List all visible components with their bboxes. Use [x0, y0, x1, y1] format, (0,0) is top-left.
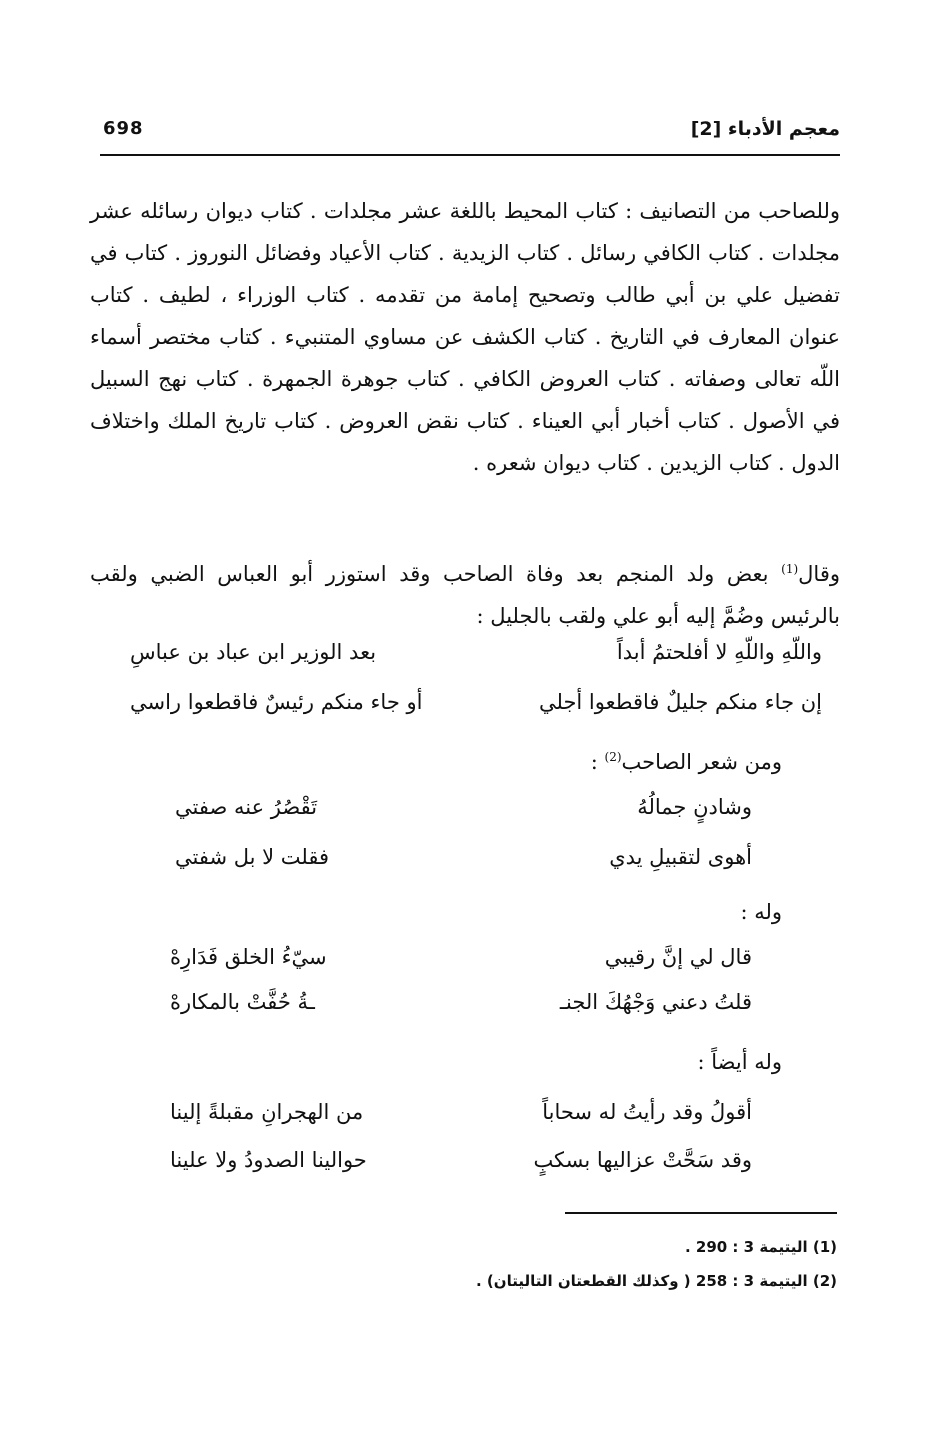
poem-intro-colon: :: [590, 750, 605, 774]
header-rule: [100, 154, 840, 156]
paragraph-works-list: وللصاحب من التصانيف : كتاب المحيط باللغة عشر مجلدات . كتاب ديوان رسائله عشر مجلدات . كتاب الكافي رسائل . كتاب الزيدية . كتاب الأعياد وفضائل النوروز . كتاب في تفضيل علي بن أبي طالب وتصحيح إمامة من تقدمه . كتاب الوزراء ، لطيف . كتاب عنوان المعارف في التاريخ . كتاب الكشف عن مساوي المتنبيء . كتاب مختصر أسماء اللّه تعالى وصفاته . كتاب العروض الكافي . كتاب جوهرة الجمهرة . كتاب نهج السبيل في الأصول . كتاب أخبار أبي العيناء . كتاب نقض العروض . كتاب تاريخ الملك واختلاف الدول . كتاب الزيدين . كتاب ديوان شعره .: [90, 199, 840, 475]
verse-hemistich: قال لي إنَّ رقيبي: [604, 945, 752, 969]
verse-hemistich: وشادنٍ جمالُهُ: [637, 795, 752, 819]
paragraph-text-rest: بعض ولد المنجم بعد وفاة الصاحب وقد استوزر أبو العباس الضبي ولقب بالرئيس وضُمَّ إليه أبو علي ولقب بالجليل :: [90, 562, 840, 628]
footnote-ref-2: (2): [604, 750, 622, 764]
verse-hemistich: واللّهِ واللّهِ لا أفلحتمُ أبداً: [616, 640, 822, 664]
footnote-1: (1) اليتيمة 3 : 290 .: [684, 1238, 837, 1256]
verse-hemistich: تَقْصُرُ عنه صفتي: [175, 795, 318, 819]
verse-hemistich: حوالينا الصدودُ ولا علينا: [170, 1148, 367, 1172]
page-number: 698: [103, 118, 144, 139]
poem-intro: [591, 750, 782, 774]
poem-intro-text: ومن شعر الصاحب: [621, 750, 782, 774]
verse-hemistich: ـةُ حُفَّتْ بالمكارهْ: [170, 990, 315, 1014]
verse-hemistich: بعد الوزير ابن عباد بن عباسِ: [130, 640, 377, 664]
verse-hemistich: أو جاء منكم رئيسٌ فاقطعوا راسي: [130, 690, 423, 714]
verse-hemistich: أقولُ وقد رأيتُ له سحاباً: [542, 1100, 752, 1124]
running-title: معجم الأدباء [2]: [690, 118, 840, 140]
footnote-ref-1: (1): [781, 562, 799, 576]
paragraph-text-start: وقال: [798, 562, 840, 586]
verse-hemistich: سيّءُ الخلق فَدَارِهْ: [170, 945, 327, 969]
verse-hemistich: إن جاء منكم جليلٌ فاقطعوا أجلي: [538, 690, 822, 714]
verse-hemistich: فقلت لا بل شفتي: [175, 845, 330, 869]
verse-hemistich: قلتُ دعني وَجْهُكَ الجنـ: [559, 990, 752, 1014]
verse-hemistich: أهوى لتقبيلِ يدي: [609, 845, 752, 869]
poem-intro: وله أيضاً :: [697, 1050, 782, 1074]
paragraph-poem-context: [90, 548, 840, 637]
footnote-rule: [565, 1212, 837, 1214]
footnote-2: (2) اليتيمة 3 : 258 ( وكذلك القطعتان التاليتان) .: [476, 1272, 837, 1290]
verse-hemistich: وقد سَحَّتْ عزاليها بسكبٍ: [533, 1148, 752, 1172]
poem-intro: وله :: [740, 900, 782, 924]
verse-hemistich: من الهجرانِ مقبلةً إلينا: [170, 1100, 364, 1124]
